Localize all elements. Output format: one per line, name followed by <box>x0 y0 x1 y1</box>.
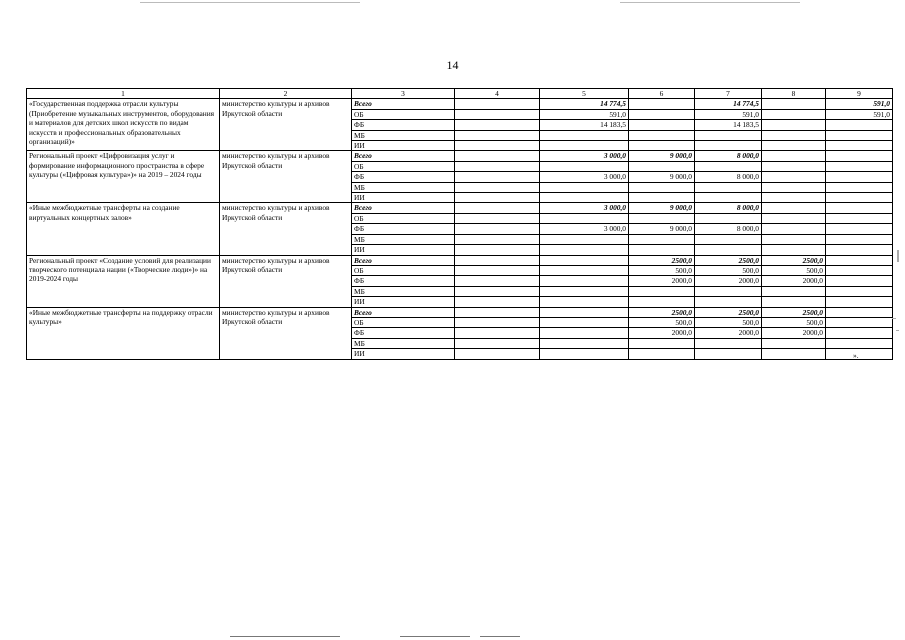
amount-cell: 8 000,0 <box>695 224 762 234</box>
amount-cell <box>455 317 540 327</box>
header-row <box>27 89 893 99</box>
event-name-cell: «Иные межбюджетные трансферты на поддержку отрасли культуры» <box>27 307 220 359</box>
amount-cell <box>826 161 893 171</box>
amount-cell <box>540 297 629 307</box>
amount-cell <box>762 141 826 151</box>
amount-cell: 2000,0 <box>762 276 826 286</box>
amount-cell <box>455 161 540 171</box>
funding-source-cell: ИИ <box>352 297 455 307</box>
amount-cell: 8 000,0 <box>695 172 762 182</box>
amount-cell: 2000,0 <box>629 276 695 286</box>
amount-cell <box>540 193 629 203</box>
amount-cell: 14 774,5 <box>540 99 629 109</box>
amount-cell: 3 000,0 <box>540 151 629 161</box>
amount-cell: 9 000,0 <box>629 224 695 234</box>
amount-cell <box>695 193 762 203</box>
funding-source-cell: ФБ <box>352 328 455 338</box>
funding-source-cell: ОБ <box>352 161 455 171</box>
amount-cell <box>455 297 540 307</box>
funding-source-cell: ОБ <box>352 265 455 275</box>
amount-cell <box>695 245 762 255</box>
amount-cell <box>695 338 762 348</box>
amount-cell <box>826 328 893 338</box>
amount-cell <box>455 234 540 244</box>
amount-cell <box>826 224 893 234</box>
amount-cell: 2000,0 <box>695 276 762 286</box>
amount-cell <box>762 349 826 359</box>
funding-source-cell: Всего <box>352 255 455 265</box>
amount-cell <box>629 120 695 130</box>
amount-cell <box>455 286 540 296</box>
amount-cell <box>455 141 540 151</box>
amount-cell <box>540 245 629 255</box>
amount-cell <box>540 265 629 275</box>
amount-cell: 2000,0 <box>695 328 762 338</box>
amount-cell: 500,0 <box>629 265 695 275</box>
amount-cell <box>762 234 826 244</box>
amount-cell <box>762 99 826 109</box>
amount-cell <box>695 234 762 244</box>
amount-cell <box>455 203 540 213</box>
amount-cell <box>826 120 893 130</box>
funding-source-cell: ОБ <box>352 109 455 119</box>
amount-cell <box>762 213 826 223</box>
amount-cell <box>540 328 629 338</box>
scan-artifact <box>400 636 470 637</box>
funding-source-cell: МБ <box>352 338 455 348</box>
amount-cell <box>540 234 629 244</box>
amount-cell <box>455 265 540 275</box>
table-row-total <box>27 307 893 317</box>
amount-cell: 9 000,0 <box>629 203 695 213</box>
amount-cell <box>629 338 695 348</box>
amount-cell <box>455 172 540 182</box>
amount-cell <box>455 120 540 130</box>
amount-cell <box>826 297 893 307</box>
funding-source-cell: Всего <box>352 99 455 109</box>
amount-cell <box>826 193 893 203</box>
funding-source-cell: ФБ <box>352 172 455 182</box>
amount-cell <box>540 213 629 223</box>
event-name-cell: «Иные межбюджетные трансферты на создание виртуальных концертных залов» <box>27 203 220 255</box>
scan-artifact <box>896 330 899 331</box>
amount-cell <box>695 141 762 151</box>
amount-cell <box>826 286 893 296</box>
amount-cell <box>629 349 695 359</box>
amount-cell: 14 774,5 <box>695 99 762 109</box>
header-cell: 1 <box>27 89 220 99</box>
amount-cell <box>695 349 762 359</box>
table-row-total <box>27 151 893 161</box>
amount-cell: 500,0 <box>695 317 762 327</box>
amount-cell: 500,0 <box>629 317 695 327</box>
amount-cell: 500,0 <box>762 317 826 327</box>
amount-cell <box>455 349 540 359</box>
amount-cell <box>540 130 629 140</box>
amount-cell: 3 000,0 <box>540 203 629 213</box>
amount-cell <box>455 245 540 255</box>
executor-cell: министерство культуры и архивов Иркутской области <box>220 307 352 359</box>
amount-cell <box>826 276 893 286</box>
amount-cell <box>540 161 629 171</box>
amount-cell <box>629 193 695 203</box>
scan-artifact <box>230 636 340 637</box>
amount-cell <box>826 203 893 213</box>
amount-cell <box>762 245 826 255</box>
amount-cell <box>762 120 826 130</box>
amount-cell <box>540 182 629 192</box>
amount-cell <box>826 151 893 161</box>
amount-cell: 2000,0 <box>762 328 826 338</box>
amount-cell <box>826 349 893 359</box>
table-row-total <box>27 255 893 265</box>
amount-cell <box>826 234 893 244</box>
amount-cell <box>826 130 893 140</box>
amount-cell: 9 000,0 <box>629 172 695 182</box>
amount-cell: 500,0 <box>695 265 762 275</box>
amount-cell <box>695 286 762 296</box>
amount-cell: 2500,0 <box>695 307 762 317</box>
amount-cell: 3 000,0 <box>540 172 629 182</box>
amount-cell <box>629 141 695 151</box>
amount-cell <box>540 307 629 317</box>
amount-cell <box>540 349 629 359</box>
amount-cell <box>629 182 695 192</box>
amount-cell <box>762 109 826 119</box>
header-cell: 2 <box>220 89 352 99</box>
amount-cell <box>540 255 629 265</box>
amount-cell <box>629 286 695 296</box>
funding-source-cell: Всего <box>352 151 455 161</box>
funding-source-cell: ИИ <box>352 141 455 151</box>
amount-cell: 8 000,0 <box>695 151 762 161</box>
amount-cell <box>695 182 762 192</box>
budget-table <box>26 88 893 360</box>
amount-cell: 591,0 <box>826 109 893 119</box>
amount-cell <box>762 193 826 203</box>
amount-cell <box>826 338 893 348</box>
funding-source-cell: ИИ <box>352 245 455 255</box>
amount-cell <box>540 338 629 348</box>
amount-cell: 14 183,5 <box>540 120 629 130</box>
amount-cell <box>826 141 893 151</box>
header-cell: 7 <box>695 89 762 99</box>
amount-cell <box>455 99 540 109</box>
amount-cell <box>826 307 893 317</box>
amount-cell <box>455 193 540 203</box>
amount-cell <box>762 182 826 192</box>
amount-cell: 2500,0 <box>629 307 695 317</box>
amount-cell <box>629 213 695 223</box>
amount-cell: 2500,0 <box>762 255 826 265</box>
funding-source-cell: ФБ <box>352 276 455 286</box>
amount-cell: 9 000,0 <box>629 151 695 161</box>
amount-cell <box>762 224 826 234</box>
scan-artifact <box>892 318 896 319</box>
executor-cell: министерство культуры и архивов Иркутской области <box>220 99 352 151</box>
amount-cell: 2500,0 <box>629 255 695 265</box>
table-row-total <box>27 203 893 213</box>
amount-cell <box>826 255 893 265</box>
amount-cell <box>762 130 826 140</box>
event-name-cell: «Государственная поддержка отрасли культуры (Приобретение музыкальных инструментов, оборудования и материалов для детских школ искусств по видам искусств и профессиональных образовательных организаций)» <box>27 99 220 151</box>
funding-source-cell: ФБ <box>352 224 455 234</box>
funding-source-cell: МБ <box>352 182 455 192</box>
amount-cell <box>455 338 540 348</box>
event-name-cell: Региональный проект «Создание условий для реализации творческого потенциала нации («Творческие люди»)» на 2019-2024 годы <box>27 255 220 307</box>
scan-artifact <box>620 2 800 3</box>
header-cell: 6 <box>629 89 695 99</box>
header-cell: 4 <box>455 89 540 99</box>
amount-cell <box>826 245 893 255</box>
amount-cell <box>540 317 629 327</box>
amount-cell <box>455 276 540 286</box>
amount-cell <box>455 130 540 140</box>
amount-cell <box>695 213 762 223</box>
amount-cell: 591,0 <box>540 109 629 119</box>
amount-cell <box>540 141 629 151</box>
amount-cell: 8 000,0 <box>695 203 762 213</box>
amount-cell <box>762 172 826 182</box>
amount-cell: 2500,0 <box>695 255 762 265</box>
amount-cell: 2000,0 <box>629 328 695 338</box>
scan-artifact <box>140 2 360 3</box>
table-row-total <box>27 99 893 109</box>
amount-cell <box>826 213 893 223</box>
funding-source-cell: МБ <box>352 130 455 140</box>
amount-cell: 2500,0 <box>762 307 826 317</box>
amount-cell <box>826 317 893 327</box>
funding-source-cell: ИИ <box>352 349 455 359</box>
amount-cell: 14 183,5 <box>695 120 762 130</box>
amount-cell <box>826 265 893 275</box>
amount-cell <box>629 109 695 119</box>
amount-cell <box>762 203 826 213</box>
funding-source-cell: ОБ <box>352 317 455 327</box>
amount-cell <box>629 130 695 140</box>
amount-cell <box>695 161 762 171</box>
executor-cell: министерство культуры и архивов Иркутской области <box>220 151 352 203</box>
amount-cell <box>455 224 540 234</box>
amount-cell <box>629 234 695 244</box>
header-cell: 3 <box>352 89 455 99</box>
amount-cell <box>826 172 893 182</box>
amount-cell <box>695 130 762 140</box>
funding-source-cell: Всего <box>352 203 455 213</box>
amount-cell <box>629 297 695 307</box>
funding-source-cell: ФБ <box>352 120 455 130</box>
amount-cell <box>455 109 540 119</box>
amount-cell <box>629 99 695 109</box>
scan-artifact <box>480 636 520 637</box>
header-cell: 9 <box>826 89 893 99</box>
amount-cell <box>540 276 629 286</box>
amount-cell: 500,0 <box>762 265 826 275</box>
funding-source-cell: ОБ <box>352 213 455 223</box>
amount-cell <box>455 328 540 338</box>
amount-cell <box>629 245 695 255</box>
header-cell: 8 <box>762 89 826 99</box>
amount-cell <box>455 255 540 265</box>
table-end-mark: ». <box>853 351 859 360</box>
amount-cell <box>695 297 762 307</box>
funding-source-cell: МБ <box>352 286 455 296</box>
amount-cell <box>762 151 826 161</box>
executor-cell: министерство культуры и архивов Иркутской области <box>220 255 352 307</box>
amount-cell <box>762 338 826 348</box>
amount-cell <box>826 182 893 192</box>
amount-cell: 3 000,0 <box>540 224 629 234</box>
amount-cell: 591,0 <box>695 109 762 119</box>
event-name-cell: Региональный проект «Цифровизация услуг и формирование информационного пространства в сфере культуры («Цифровая культура»)» на 2019 – 2024 годы <box>27 151 220 203</box>
funding-source-cell: МБ <box>352 234 455 244</box>
amount-cell <box>762 286 826 296</box>
amount-cell <box>762 161 826 171</box>
amount-cell <box>762 297 826 307</box>
header-cell: 5 <box>540 89 629 99</box>
amount-cell <box>455 182 540 192</box>
page-number: 14 <box>446 58 459 72</box>
scan-artifact <box>897 250 899 262</box>
amount-cell: 591,0 <box>826 99 893 109</box>
funding-source-cell: Всего <box>352 307 455 317</box>
amount-cell <box>455 213 540 223</box>
amount-cell <box>540 286 629 296</box>
amount-cell <box>455 151 540 161</box>
amount-cell <box>455 307 540 317</box>
amount-cell <box>629 161 695 171</box>
funding-source-cell: ИИ <box>352 193 455 203</box>
executor-cell: министерство культуры и архивов Иркутской области <box>220 203 352 255</box>
